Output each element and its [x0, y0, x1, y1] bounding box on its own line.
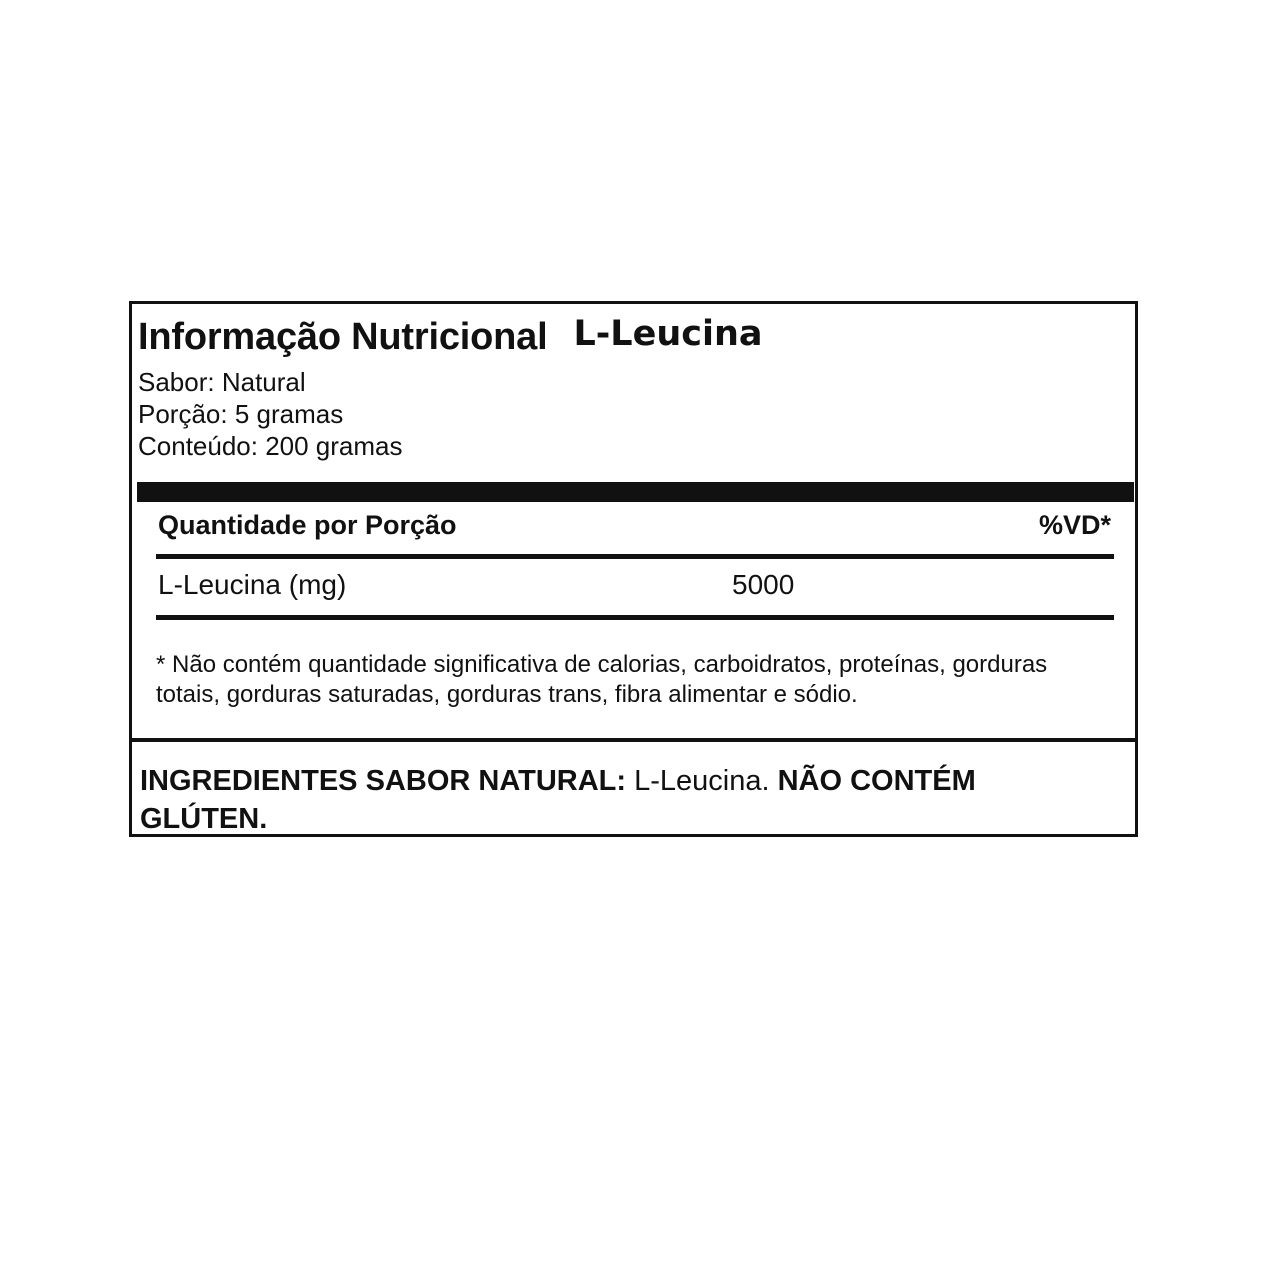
- section-divider: [132, 738, 1135, 742]
- table-rule-top: [156, 554, 1114, 559]
- ingredients-list: L-Leucina.: [634, 765, 770, 797]
- portion-text: Porção: 5 gramas: [138, 399, 344, 429]
- table-rule-bottom: [156, 615, 1114, 620]
- quantity-per-portion-header: Quantidade por Porção: [158, 510, 457, 540]
- ingredients-section: [140, 762, 1100, 838]
- content-text: Conteúdo: 200 gramas: [138, 431, 403, 461]
- product-name: L-Leucina: [573, 314, 763, 354]
- label-title: Informação Nutricional: [138, 316, 548, 358]
- daily-value-header: %VD*: [1038, 510, 1111, 540]
- nutrient-name: L-Leucina (mg): [158, 569, 347, 600]
- footnote-text: * Não contém quantidade significativa de calorias, carboidratos, proteínas, gorduras totais, gorduras saturadas, gorduras trans, fibra alimentar e sódio.: [156, 651, 1048, 708]
- gluten-warning: NÃO CONTÉM GLÚTEN.: [140, 765, 976, 835]
- flavor-text: Sabor: Natural: [138, 367, 306, 397]
- nutrient-amount: 5000: [732, 569, 795, 600]
- nutrition-label: [129, 301, 1138, 837]
- thick-divider: [137, 482, 1134, 502]
- title-row: [138, 316, 763, 359]
- ingredients-heading: INGREDIENTES SABOR NATURAL:: [140, 765, 627, 797]
